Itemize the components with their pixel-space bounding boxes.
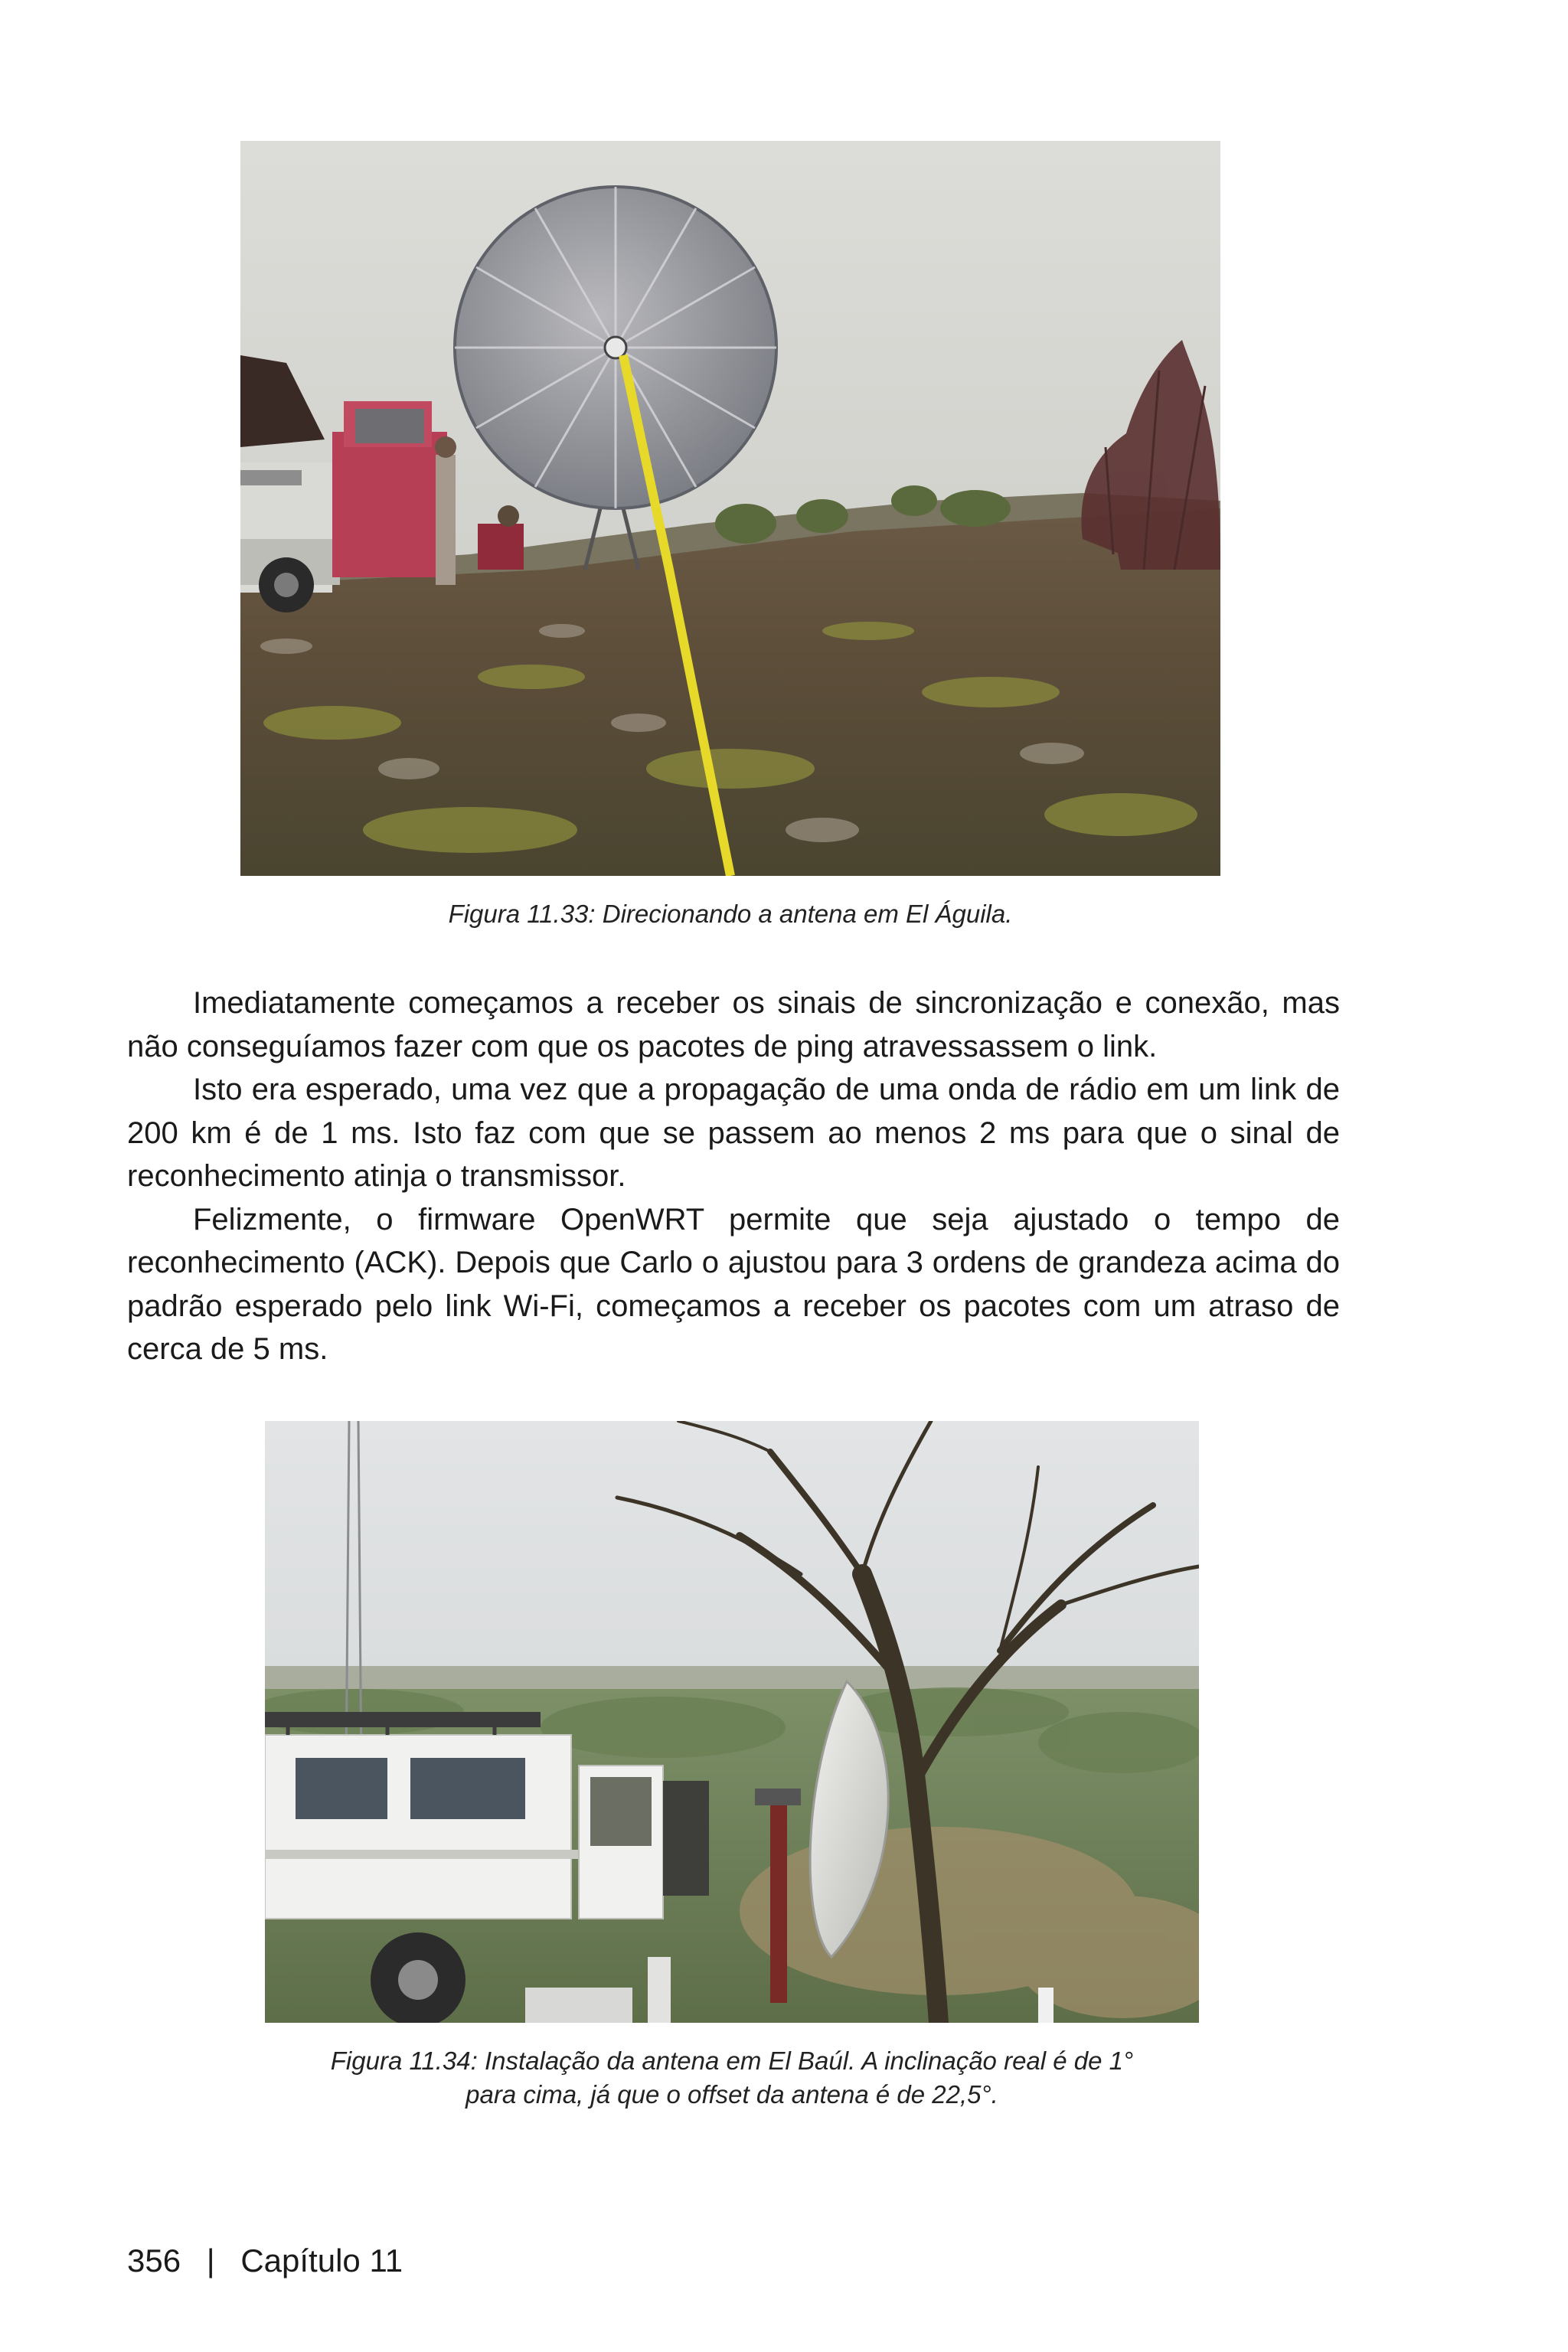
footer-separator: | [206,2243,215,2278]
antenna-el-baul-image [265,1421,1199,2023]
figure-11-33-photo [240,141,1220,876]
figure-11-34-photo [265,1421,1199,2023]
figure-11-33-caption: Figura 11.33: Direcionando a antena em El Águila. [448,900,1013,928]
figure-11-34-caption [230,2044,1234,2112]
page-number: 356 [127,2243,181,2278]
figure-11-34-caption-line-1: Figura 11.34: Instalação da antena em El Baúl. A inclinação real é de 1° [330,2047,1134,2075]
paragraph-1: Imediatamente começamos a receber os sinais de sincronização e conexão, mas não conseguíamos fazer com que os pacotes de ping atravessassem o link. [127,986,1340,1063]
body-text [127,982,1340,1371]
paragraph-3: Felizmente, o firmware OpenWRT permite que seja ajustado o tempo de reconhecimento (ACK). Depois que Carlo o ajustou para 3 ordens de grandeza acima do padrão esperado pelo link Wi-Fi, começamos a receber os pacotes com um atraso de cerca de 5 ms. [127,1202,1340,1366]
paragraph-2: Isto era esperado, uma vez que a propagação de uma onda de rádio em um link de 200 km é de 1 ms. Isto faz com que se passem ao menos 2 ms para que o sinal de reconhecimento atinja o transmissor. [127,1073,1340,1193]
figure-11-34-caption-line-2: para cima, já que o offset da antena é de 22,5°. [466,2080,998,2109]
page-footer [127,2242,403,2280]
antenna-el-aguila-image [240,141,1220,876]
chapter-label: Capítulo 11 [240,2243,403,2278]
